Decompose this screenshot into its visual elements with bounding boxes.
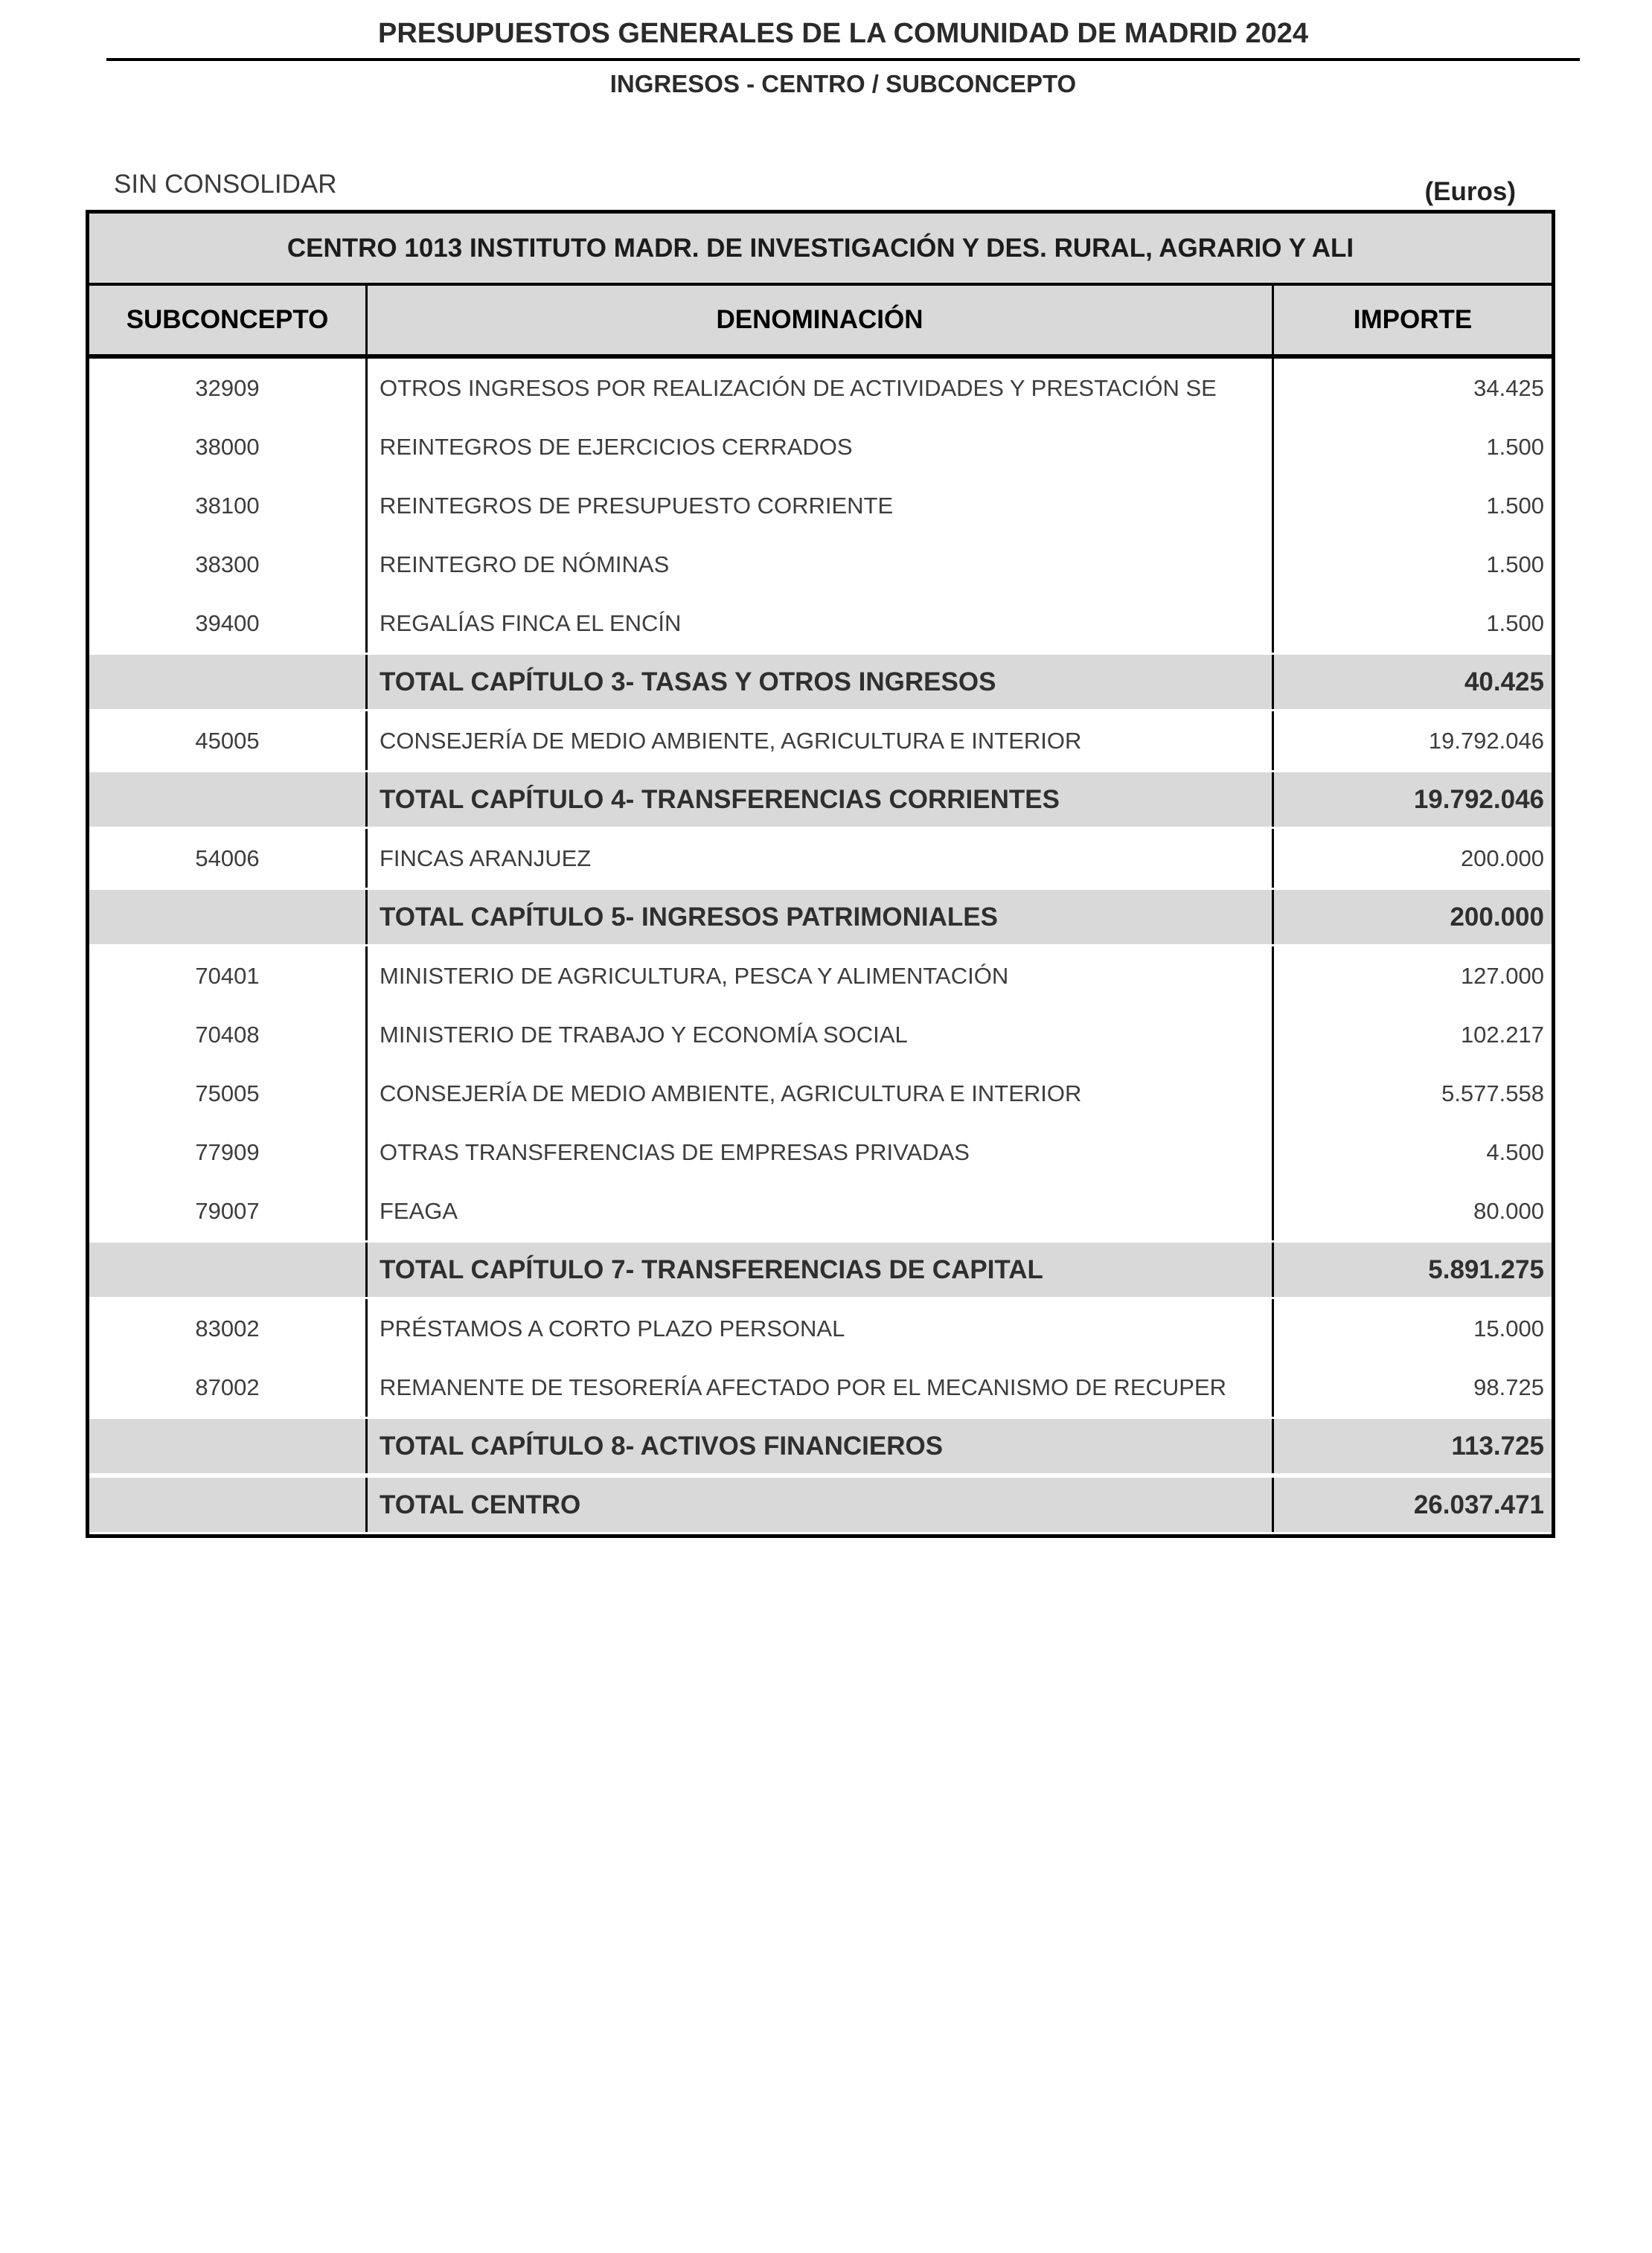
importe-cell: 19.792.046 bbox=[1428, 727, 1544, 754]
importe-cell: 19.792.046 bbox=[1413, 784, 1544, 814]
consolidation-label: SIN CONSOLIDAR bbox=[114, 170, 337, 199]
denominacion-cell: CONSEJERÍA DE MEDIO AMBIENTE, AGRICULTURA E INTERIOR bbox=[365, 1064, 1274, 1123]
denominacion-cell: CONSEJERÍA DE MEDIO AMBIENTE, AGRICULTURA E INTERIOR bbox=[365, 711, 1274, 770]
importe-cell: 113.725 bbox=[1451, 1431, 1544, 1461]
subconcepto-cell: 70408 bbox=[195, 1021, 260, 1048]
denominacion-cell: REINTEGRO DE NÓMINAS bbox=[365, 535, 1274, 594]
denominacion-cell: REGALÍAS FINCA EL ENCÍN bbox=[365, 594, 1274, 653]
importe-cell: 5.577.558 bbox=[1441, 1080, 1544, 1106]
importe-cell: 98.725 bbox=[1473, 1374, 1544, 1400]
subconcepto-cell: 45005 bbox=[195, 727, 260, 754]
importe-cell: 1.500 bbox=[1486, 433, 1544, 460]
table-row bbox=[89, 1240, 1552, 1299]
table-row bbox=[89, 1005, 1552, 1064]
subconcepto-cell: 75005 bbox=[195, 1080, 260, 1106]
subconcepto-cell bbox=[89, 890, 365, 944]
table-row bbox=[89, 594, 1552, 653]
importe-cell: 15.000 bbox=[1473, 1315, 1544, 1342]
subconcepto-cell: 38300 bbox=[195, 551, 260, 577]
column-header-importe: IMPORTE bbox=[1353, 305, 1473, 334]
subconcepto-cell: 39400 bbox=[195, 609, 260, 636]
column-header-row bbox=[89, 286, 1552, 359]
denominacion-cell: TOTAL CAPÍTULO 8- ACTIVOS FINANCIEROS bbox=[365, 1419, 1274, 1473]
subconcepto-cell: 79007 bbox=[195, 1197, 260, 1224]
denominacion-cell: REINTEGROS DE EJERCICIOS CERRADOS bbox=[365, 417, 1274, 476]
table-row bbox=[89, 888, 1552, 946]
importe-cell: 34.425 bbox=[1473, 374, 1544, 401]
importe-cell: 127.000 bbox=[1460, 962, 1544, 989]
denominacion-cell: PRÉSTAMOS A CORTO PLAZO PERSONAL bbox=[365, 1299, 1274, 1358]
centro-title-row bbox=[89, 214, 1552, 286]
denominacion-cell: REINTEGROS DE PRESUPUESTO CORRIENTE bbox=[365, 476, 1274, 535]
table-row bbox=[89, 1358, 1552, 1417]
denominacion-cell: MINISTERIO DE TRABAJO Y ECONOMÍA SOCIAL bbox=[365, 1005, 1274, 1064]
subconcepto-cell bbox=[89, 1243, 365, 1297]
subconcepto-cell: 83002 bbox=[195, 1315, 260, 1342]
title-divider-rule bbox=[106, 58, 1580, 61]
table-row bbox=[89, 1123, 1552, 1182]
subconcepto-cell: 77909 bbox=[195, 1138, 260, 1165]
subconcepto-cell bbox=[89, 1478, 365, 1532]
importe-cell: 26.037.471 bbox=[1413, 1490, 1544, 1519]
denominacion-cell: TOTAL CAPÍTULO 5- INGRESOS PATRIMONIALES bbox=[365, 890, 1274, 944]
denominacion-cell: MINISTERIO DE AGRICULTURA, PESCA Y ALIMENTACIÓN bbox=[365, 946, 1274, 1005]
importe-cell: 200.000 bbox=[1460, 845, 1544, 871]
importe-cell: 102.217 bbox=[1460, 1021, 1544, 1048]
denominacion-cell: OTROS INGRESOS POR REALIZACIÓN DE ACTIVIDADES Y PRESTACIÓN SE bbox=[365, 359, 1274, 417]
column-header-subconcepto: SUBCONCEPTO bbox=[126, 305, 329, 334]
subconcepto-cell: 70401 bbox=[195, 962, 260, 989]
subconcepto-cell: 54006 bbox=[195, 845, 260, 871]
importe-cell: 40.425 bbox=[1464, 667, 1544, 696]
denominacion-cell: TOTAL CAPÍTULO 4- TRANSFERENCIAS CORRIENTES bbox=[365, 772, 1274, 827]
table-row bbox=[89, 946, 1552, 1005]
document-subtitle: INGRESOS - CENTRO / SUBCONCEPTO bbox=[609, 70, 1077, 97]
importe-cell: 1.500 bbox=[1486, 609, 1544, 636]
table-row bbox=[89, 359, 1552, 417]
table-row bbox=[89, 1064, 1552, 1123]
table-row bbox=[89, 653, 1552, 711]
importe-cell: 1.500 bbox=[1486, 492, 1544, 519]
denominacion-cell: TOTAL CAPÍTULO 7- TRANSFERENCIAS DE CAPITAL bbox=[365, 1243, 1274, 1297]
table-row bbox=[89, 1299, 1552, 1358]
centro-title: CENTRO 1013 INSTITUTO MADR. DE INVESTIGACIÓN Y DES. RURAL, AGRARIO Y ALI bbox=[286, 233, 1354, 263]
currency-unit-label: (Euros) bbox=[1424, 177, 1516, 206]
subconcepto-cell bbox=[89, 655, 365, 709]
table-row bbox=[89, 1475, 1552, 1534]
table-row bbox=[89, 476, 1552, 535]
subconcepto-cell: 38100 bbox=[195, 492, 260, 519]
subconcepto-cell: 32909 bbox=[195, 374, 260, 401]
subconcepto-cell: 87002 bbox=[195, 1374, 260, 1400]
denominacion-cell: REMANENTE DE TESORERÍA AFECTADO POR EL MECANISMO DE RECUPER bbox=[365, 1358, 1274, 1417]
table-row bbox=[89, 535, 1552, 594]
denominacion-cell: FINCAS ARANJUEZ bbox=[365, 829, 1274, 888]
denominacion-cell: FEAGA bbox=[365, 1182, 1274, 1240]
table-row bbox=[89, 1417, 1552, 1475]
denominacion-cell: TOTAL CENTRO bbox=[365, 1478, 1274, 1532]
importe-cell: 80.000 bbox=[1473, 1197, 1544, 1224]
table-row bbox=[89, 770, 1552, 829]
table-row bbox=[89, 829, 1552, 888]
importe-cell: 5.891.275 bbox=[1428, 1254, 1544, 1284]
table-row bbox=[89, 417, 1552, 476]
importe-cell: 1.500 bbox=[1486, 551, 1544, 577]
subconcepto-cell: 38000 bbox=[195, 433, 260, 460]
subconcepto-cell bbox=[89, 1419, 365, 1473]
denominacion-cell: OTRAS TRANSFERENCIAS DE EMPRESAS PRIVADAS bbox=[365, 1123, 1274, 1182]
table-body bbox=[89, 359, 1552, 1534]
table-row bbox=[89, 711, 1552, 770]
importe-cell: 4.500 bbox=[1486, 1138, 1544, 1165]
denominacion-cell: TOTAL CAPÍTULO 3- TASAS Y OTROS INGRESOS bbox=[365, 655, 1274, 709]
column-header-denominacion: DENOMINACIÓN bbox=[365, 286, 1274, 354]
importe-cell: 200.000 bbox=[1450, 902, 1544, 932]
table-row bbox=[89, 1182, 1552, 1240]
document-title: PRESUPUESTOS GENERALES DE LA COMUNIDAD DE MADRID 2024 bbox=[378, 18, 1308, 49]
budget-table bbox=[86, 210, 1555, 1538]
subconcepto-cell bbox=[89, 772, 365, 827]
